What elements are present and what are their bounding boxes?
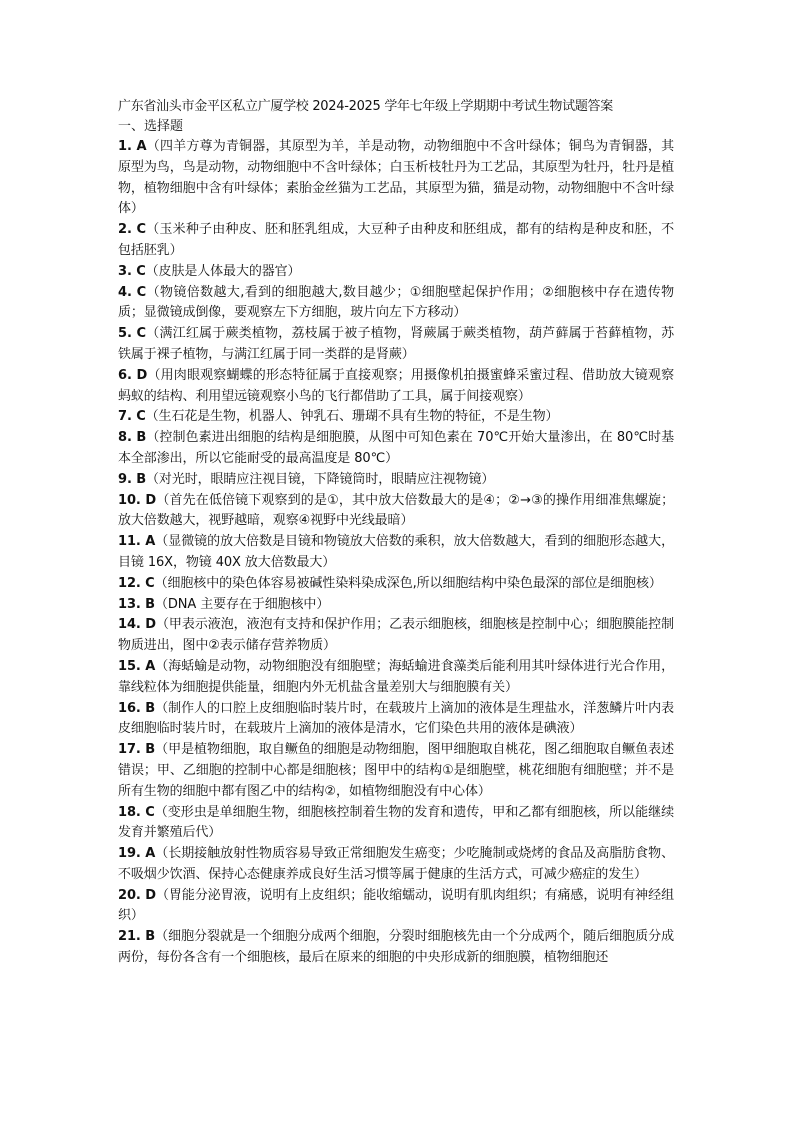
answer-document	[118, 97, 674, 969]
answer-number: 10. D	[118, 492, 157, 508]
answer-item	[118, 428, 674, 470]
answer-item	[118, 470, 674, 491]
answer-item	[118, 803, 674, 845]
answer-number: 4. C	[118, 284, 147, 300]
answer-number: 13. B	[118, 596, 155, 612]
answer-number: 17. B	[118, 742, 156, 758]
answer-item	[118, 886, 674, 928]
answer-number: 12. C	[118, 575, 155, 591]
answer-number: 3. C	[118, 263, 146, 279]
answer-item	[118, 407, 674, 428]
answer-number: 18. C	[118, 804, 155, 820]
answer-item	[118, 532, 674, 574]
answer-explanation: （长期接触放射性物质容易导致正常细胞发生癌变；少吃腌制或烧烤的食品及高脂肪食物、不吸烟少饮酒、保持心态健康养成良好生活习惯等属于健康的生活方式，可减少癌症的发生）	[118, 846, 674, 882]
answer-explanation: （制作人的口腔上皮细胞临时装片时，在载玻片上滴加的液体是生理盐水，洋葱鳞片叶内表皮细胞临时装片时，在载玻片上滴加的液体是清水，它们染色共用的液体是碘液）	[118, 700, 674, 737]
answer-item	[118, 699, 674, 741]
answer-item	[118, 220, 674, 262]
answer-explanation: （满江红属于蕨类植物，荔枝属于被子植物，肾蕨属于蕨类植物，葫芦藓属于苔藓植物，苏铁属于裸子植物，与满江红属于同一类群的是肾蕨）	[118, 326, 674, 362]
answer-number: 19. A	[118, 846, 156, 862]
answer-item	[118, 324, 674, 366]
answer-item	[118, 283, 674, 325]
answer-item	[118, 657, 674, 699]
answer-number: 16. B	[118, 700, 156, 716]
answer-explanation: （玉米种子由种皮、胚和胚乳组成，大豆种子由种皮和胚组成，都有的结构是种皮和胚，不包括胚乳）	[118, 222, 674, 258]
answer-number: 5. C	[118, 326, 146, 342]
answer-number: 15. A	[118, 658, 156, 674]
answer-item	[118, 574, 674, 595]
answer-number: 8. B	[118, 430, 147, 446]
answer-number: 20. D	[118, 887, 156, 903]
answer-explanation: （对光时，眼睛应注视目镜，下降镜筒时，眼睛应注视物镜）	[146, 471, 495, 487]
answer-number: 1. A	[118, 139, 147, 154]
answer-item	[118, 927, 674, 969]
answer-number: 11. A	[118, 534, 156, 550]
answer-number: 21. B	[118, 929, 156, 945]
answer-explanation: （首先在低倍镜下观察到的是①，其中放大倍数最大的是④；②→③的操作用细准焦螺旋；放大倍数越大，视野越暗，观察④视野中光线最暗）	[118, 492, 674, 529]
answer-item	[118, 615, 674, 657]
answer-item	[118, 366, 674, 408]
answer-explanation: （甲是植物细胞，取自鳜鱼的细胞是动物细胞，图甲细胞取自桃花，图乙细胞取自鳜鱼表述错误；甲、乙细胞的控制中心都是细胞核；图甲中的结构①是细胞壁，桃花细胞有细胞壁；并不是所有生物的细胞中都有图乙中的结构②，如植物细胞没有中心体）	[118, 742, 674, 799]
answer-item	[118, 262, 674, 283]
answer-number: 9. B	[118, 471, 147, 487]
answer-item	[118, 137, 674, 220]
answer-list	[118, 137, 674, 969]
answer-explanation: （DNA 主要存在于细胞核中）	[154, 596, 330, 612]
answer-explanation: （用肉眼观察蝴蝶的形态特征属于直接观察；用摄像机拍摄蜜蜂采蜜过程、借助放大镜观察蚂蚁的结构、利用望远镜观察小鸟的飞行都借助了工具，属于间接观察）	[118, 367, 674, 404]
answer-explanation: （细胞核中的染色体容易被碱性染料染成深色,所以细胞结构中染色最深的部位是细胞核）	[154, 575, 662, 591]
answer-explanation: （胃能分泌胃液，说明有上皮组织；能收缩蠕动，说明有肌肉组织；有痛感，说明有神经组织）	[118, 887, 674, 924]
answer-item	[118, 491, 674, 533]
answer-explanation: （生石花是生物，机器人、钟乳石、珊瑚不具有生物的特征，不是生物）	[145, 409, 559, 425]
answer-item	[118, 844, 674, 886]
answer-number: 7. C	[118, 409, 146, 425]
answer-explanation: （细胞分裂就是一个细胞分成两个细胞，分裂时细胞核先由一个分成两个，随后细胞质分成两份，每份各含有一个细胞核，最后在原来的细胞的中央形成新的细胞膜，植物细胞还	[118, 929, 674, 966]
answer-explanation: （海蛞蝓是动物，动物细胞没有细胞壁；海蛞蝓进食藻类后能利用其叶绿体进行光合作用，靠线粒体为细胞提供能量，细胞内外无机盐含量差别大与细胞膜有关）	[118, 658, 674, 695]
answer-explanation: （皮肤是人体最大的器官）	[145, 263, 301, 279]
answer-number: 14. D	[118, 617, 156, 633]
answer-item	[118, 595, 674, 616]
answer-explanation: （物镜倍数越大,看到的细胞越大,数目越少；①细胞壁起保护作用；②细胞核中存在遗传物质；显微镜成倒像，要观察左下方细胞，玻片向左下方移动）	[118, 284, 674, 321]
answer-explanation: （甲表示液泡，液泡有支持和保护作用；乙表示细胞核，细胞核是控制中心；细胞膜能控制物质进出，图中②表示储存营养物质）	[118, 617, 674, 654]
answer-item	[118, 740, 674, 802]
section-heading: 一、选择题	[118, 119, 184, 134]
answer-number: 6. D	[118, 367, 148, 383]
answer-number: 2. C	[118, 222, 146, 238]
answer-explanation: （控制色素进出细胞的结构是细胞膜，从图中可知色素在 70℃开始大量渗出，在 80℃时基本全部渗出，所以它能耐受的最高温度是 80℃）	[118, 430, 674, 466]
answer-explanation: （四羊方尊为青铜器，其原型为羊，羊是动物，动物细胞中不含叶绿体；铜鸟为青铜器，其原型为鸟，鸟是动物，动物细胞中不含叶绿体；白玉析枝牡丹为工艺品，其原型为牡丹，牡丹是植物，植物细胞中含有叶绿体；素胎金丝猫为工艺品，其原型为猫，猫是动物，动物细胞中不含叶绿体）	[118, 139, 674, 217]
answer-explanation: （显微镜的放大倍数是目镜和物镜放大倍数的乘积，放大倍数越大，看到的细胞形态越大，目镜 16X，物镜 40X 放大倍数最大）	[118, 534, 674, 570]
document-title: 广东省汕头市金平区私立广厦学校 2024-2025 学年七年级上学期期中考试生物试题答案	[118, 99, 613, 114]
answer-explanation: （变形虫是单细胞生物，细胞核控制着生物的发育和遗传，甲和乙都有细胞核，所以能继续发育并繁殖后代）	[118, 804, 674, 841]
